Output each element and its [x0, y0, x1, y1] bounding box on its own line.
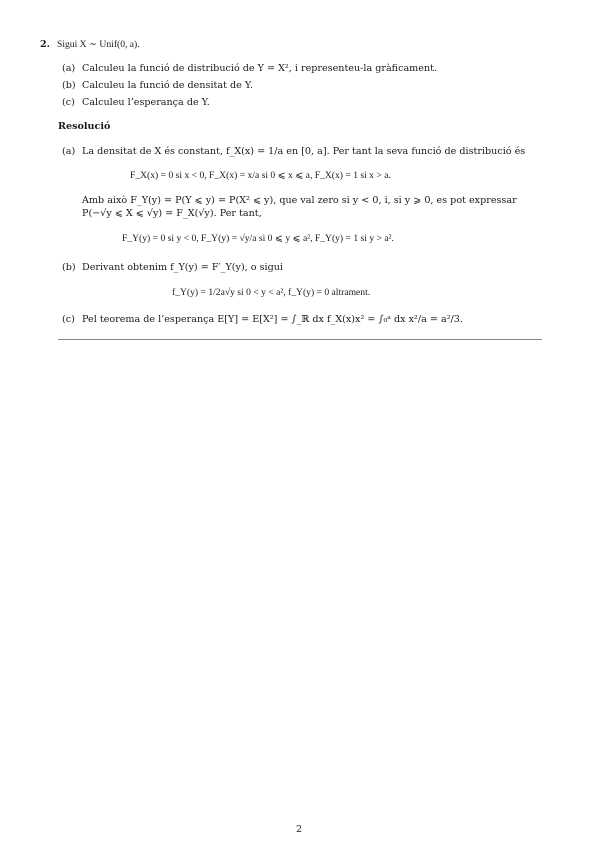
page-number: 2 — [296, 824, 303, 835]
solution-a-para2-line2: P(−√y ⩽ X ⩽ √y) = F_X(√y). Per tant, — [82, 208, 262, 219]
equation-fy: F_Y(y) = 0 si y < 0, F_Y(y) = √y/a si 0 ⩽ y ⩽ a², F_Y(y) = 1 si y > a². — [122, 233, 394, 244]
solution-a-line1: La densitat de X és constant, f_X(x) = 1/a en [0, a]. Per tant la seva funció de distribució és — [82, 146, 526, 157]
equation-fx: F_X(x) = 0 si x < 0, F_X(x) = x/a si 0 ⩽ x ⩽ a, F_X(x) = 1 si x > a. — [130, 170, 391, 181]
solution-a-para2-line1: Amb això F_Y(y) = P(Y ⩽ y) = P(X² ⩽ y), que val zero si y < 0, i, si y ⩾ 0, es pot expressar — [82, 195, 517, 206]
solution-a-label: (a) — [62, 146, 76, 157]
part-b-label: (b) — [62, 80, 76, 91]
part-c-label: (c) — [62, 97, 75, 108]
solution-b-label: (b) — [62, 262, 76, 273]
part-c-text: Calculeu l’esperança de Y. — [82, 97, 210, 108]
solution-c-line1: Pel teorema de l’esperança E[Y] = E[X²] = ∫_ℝ dx f_X(x)x² = ∫₀ᵃ dx x²/a = a²/3. — [82, 314, 463, 325]
problem-statement: Sigui X ∼ Unif(0, a). — [57, 39, 140, 50]
part-a-label: (a) — [62, 63, 76, 74]
section-divider — [58, 339, 542, 340]
solution-heading: Resolució — [58, 121, 111, 132]
solution-c-label: (c) — [62, 314, 75, 325]
problem-number: 2. — [40, 39, 51, 50]
equation-density: f_Y(y) = 1/2a√y si 0 < y < a², f_Y(y) = 0 altrament. — [172, 287, 371, 298]
solution-b-line1: Derivant obtenim f_Y(y) = F′_Y(y), o sigui — [82, 262, 283, 273]
part-b-text: Calculeu la funció de densitat de Y. — [82, 80, 254, 91]
part-a-text: Calculeu la funció de distribució de Y = X², i representeu-la gràficament. — [82, 63, 438, 74]
